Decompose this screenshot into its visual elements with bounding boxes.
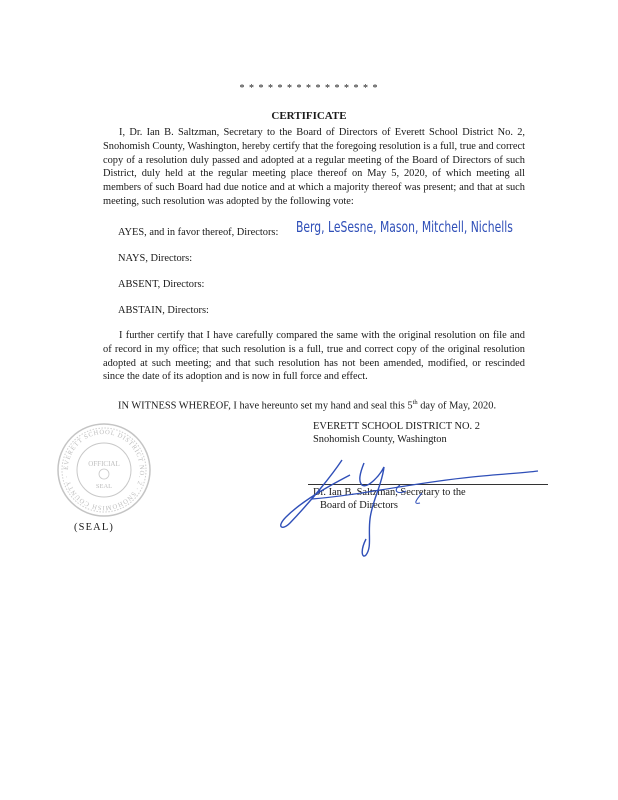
seal-center-top: OFFICIAL bbox=[88, 460, 120, 468]
abstain-label: ABSTAIN, Directors: bbox=[118, 305, 209, 316]
ayes-label: AYES, and in favor thereof, Directors: bbox=[118, 227, 279, 238]
seal-ring-text: EVERETT SCHOOL DISTRICT NO. 2 · SNOHOMISH COUNTY · bbox=[62, 428, 146, 512]
official-seal bbox=[56, 422, 152, 518]
seal-center-bottom: SEAL bbox=[95, 483, 113, 490]
handwritten-signature bbox=[272, 455, 542, 565]
signer-name: Dr. Ian B. Saltzman, Secretary to the bbox=[313, 487, 466, 498]
certification-paragraph: I, Dr. Ian B. Saltzman, Secretary to the Board of Directors of Everett School District No. 2, Snohomish County, Washington, hereby certify that the foregoing resolution is a full, true and correct copy of a resolution duly passed and adopted at a regular meeting of the Board of Directors of such District, duly held at the regular meeting place thereof on May 5, 2020, of which meeting all members of such Board had due notice and at which a majority thereof was present; and that at such meeting, such resolution was adopted by the following vote: bbox=[103, 127, 525, 207]
ayes-handwritten-names: Berg, LeSesne, Mason, Mitchell, Nichells bbox=[296, 218, 513, 236]
further-certify-paragraph: I further certify that I have carefully compared the same with the original resolution on file and of record in my office; that such resolution is a full, true and correct copy of the original resolution adopted at such meeting; and that such resolution has not been amended, modified, or rescinded since the date of its adoption and is now in full force and effect. bbox=[103, 330, 525, 383]
witness-ordinal-suffix: th bbox=[412, 399, 418, 406]
witness-text-before: IN WITNESS WHEREOF, I have hereunto set my hand and seal this 5 bbox=[118, 400, 413, 412]
witness-statement bbox=[118, 396, 496, 413]
seal-emblem-icon bbox=[56, 422, 152, 518]
nays-label: NAYS, Directors: bbox=[118, 253, 193, 264]
certificate-title: CERTIFICATE bbox=[271, 110, 347, 122]
signer-title: Board of Directors bbox=[320, 500, 398, 511]
district-name: EVERETT SCHOOL DISTRICT NO. 2 bbox=[313, 421, 480, 432]
seal-label: (SEAL) bbox=[74, 522, 115, 533]
county-name: Snohomish County, Washington bbox=[313, 434, 447, 445]
witness-text-after: day of May, 2020. bbox=[417, 400, 497, 412]
absent-label: ABSENT, Directors: bbox=[118, 279, 205, 290]
separator-stars: * * * * * * * * * * * * * * * bbox=[239, 83, 379, 94]
